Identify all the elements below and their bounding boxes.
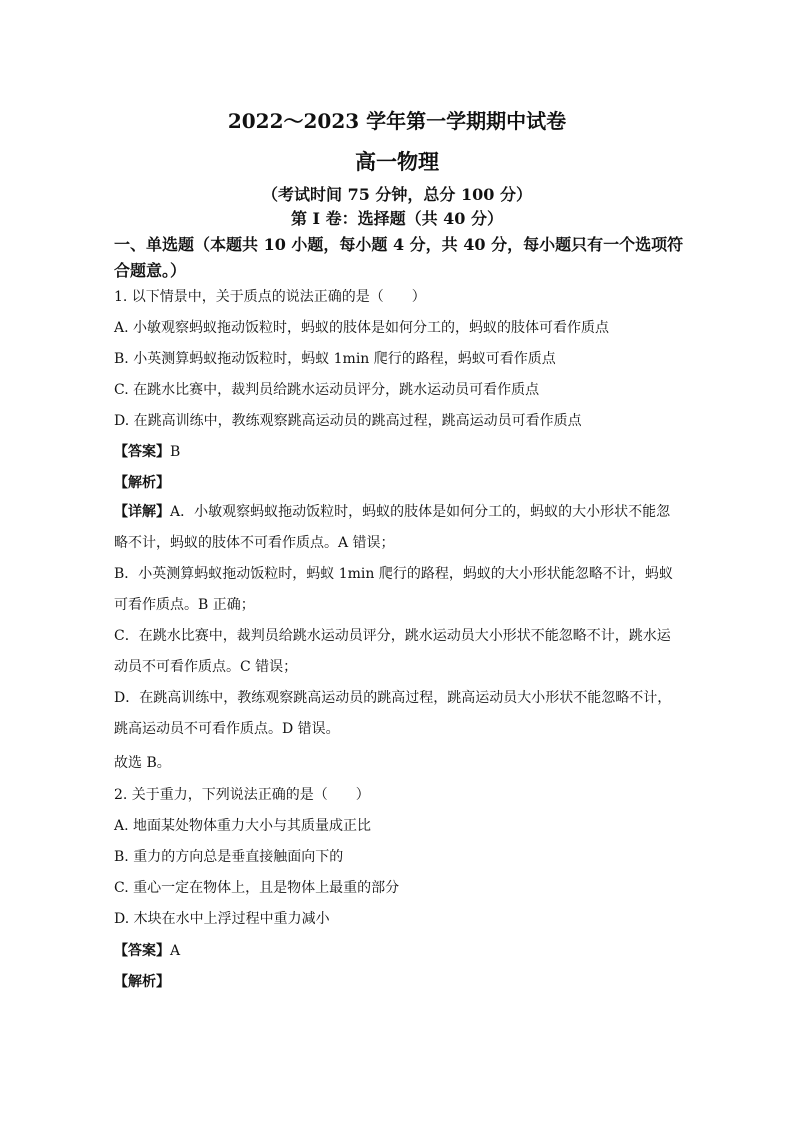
question-1-analysis-tag: 【解析】 bbox=[114, 475, 170, 491]
question-1-detail-c: C．在跳水比赛中，裁判员给跳水运动员评分，跳水运动员大小形状不能忽略不计，跳水运动员不可看作质点。C 错误； bbox=[114, 628, 671, 675]
question-1-option-d: D. 在跳高训练中，教练观察跳高运动员的跳高过程，跳高运动员可看作质点 bbox=[114, 413, 582, 429]
question-2-option-a: A. 地面某处物体重力大小与其质量成正比 bbox=[114, 818, 372, 834]
exam-title: 2022～2023 学年第一学期期中试卷 bbox=[227, 109, 567, 133]
detail-tag: 【详解】 bbox=[114, 504, 170, 520]
question-1-option-c: C. 在跳水比赛中，裁判员给跳水运动员评分，跳水运动员可看作质点 bbox=[114, 382, 540, 398]
detail-a-text: A．小敏观察蚂蚁拖动饭粒时，蚂蚁的肢体是如何分工的，蚂蚁的大小形状不能忽略不计，蚂蚁的肢体不可看作质点。A 错误； bbox=[114, 504, 671, 551]
answer-value: B bbox=[170, 444, 181, 460]
answer-tag: 【答案】 bbox=[114, 943, 170, 959]
question-1-answer bbox=[114, 441, 180, 461]
question-1-option-a: A. 小敏观察蚂蚁拖动饭粒时，蚂蚁的肢体是如何分工的，蚂蚁的肢体可看作质点 bbox=[114, 320, 610, 336]
section-heading: 一、单选题（本题共 10 小题，每小题 4 分，共 40 分，每小题只有一个选项符合题意。） bbox=[114, 235, 684, 280]
question-2-stem: 2. 关于重力，下列说法正确的是（ ） bbox=[114, 787, 370, 803]
question-1-detail-b: B．小英测算蚂蚁拖动饭粒时，蚂蚁 1min 爬行的路程，蚂蚁的大小形状能忽略不计，蚂蚁可看作质点。B 正确； bbox=[114, 566, 673, 613]
answer-tag: 【答案】 bbox=[114, 444, 170, 460]
question-2-option-d: D. 木块在水中上浮过程中重力减小 bbox=[114, 911, 330, 927]
question-1-detail-d: D．在跳高训练中，教练观察跳高运动员的跳高过程，跳高运动员大小形状不能忽略不计，跳高运动员不可看作质点。D 错误。 bbox=[114, 690, 672, 737]
question-1-stem: 1. 以下情景中，关于质点的说法正确的是（ ） bbox=[114, 289, 426, 305]
subject-title: 高一物理 bbox=[355, 149, 439, 174]
question-2-option-c: C. 重心一定在物体上，且是物体上最重的部分 bbox=[114, 880, 400, 896]
question-1-option-b: B. 小英测算蚂蚁拖动饭粒时，蚂蚁 1min 爬行的路程，蚂蚁可看作质点 bbox=[114, 351, 556, 367]
answer-value: A bbox=[170, 943, 181, 959]
exam-info: （考试时间 75 分钟，总分 100 分） bbox=[262, 185, 532, 204]
question-2-answer bbox=[114, 940, 180, 960]
question-1-detail-a bbox=[114, 497, 684, 559]
part-heading: 第 I 卷：选择题（共 40 分） bbox=[290, 209, 504, 228]
question-2-analysis-tag: 【解析】 bbox=[114, 974, 170, 990]
question-1-conclusion: 故选 B。 bbox=[114, 755, 171, 771]
question-2-option-b: B. 重力的方向总是垂直接触面向下的 bbox=[114, 849, 344, 865]
